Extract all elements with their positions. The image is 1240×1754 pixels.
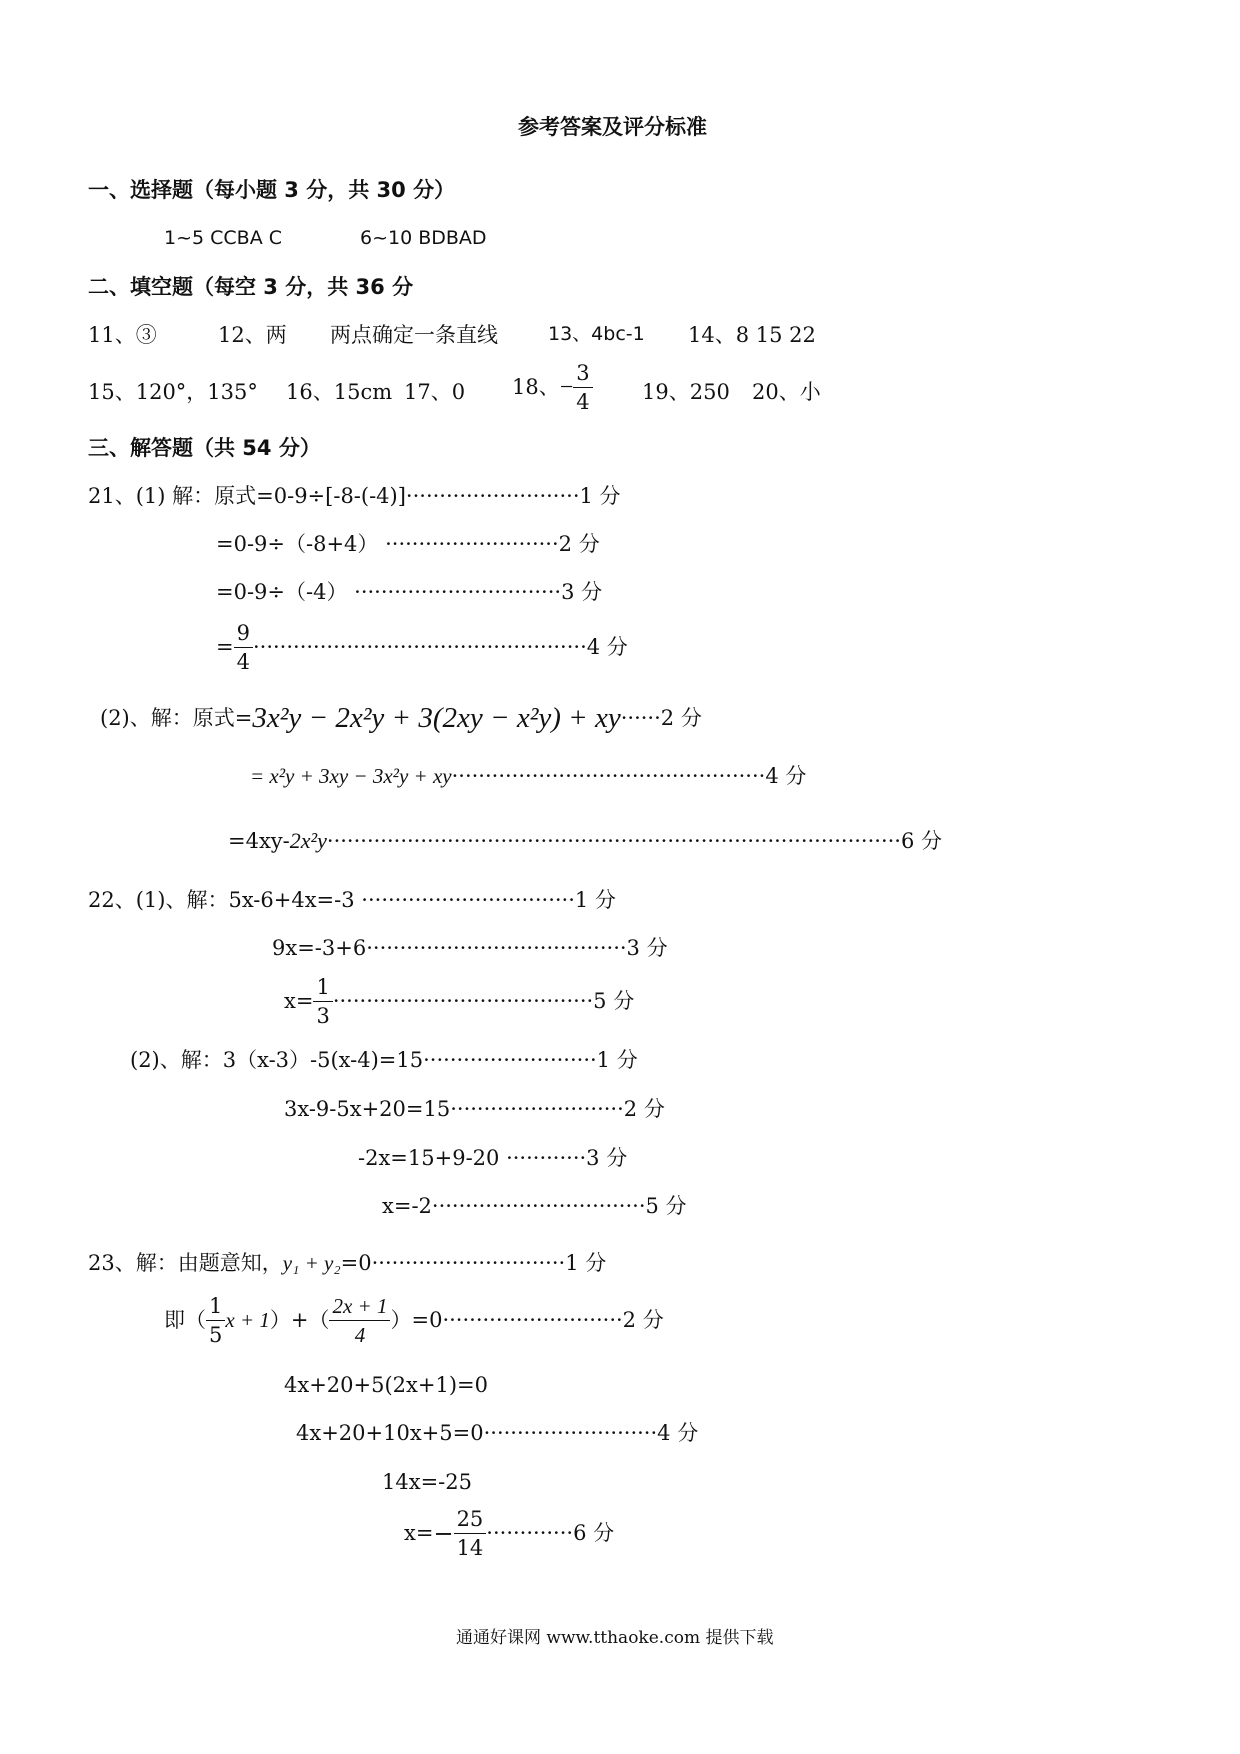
- q22-p1-line1: 22、(1)、解：5x-6+4x=-3 ································1 分: [88, 888, 616, 912]
- q21-p1-line4: [216, 622, 628, 673]
- answer-20: 20、小: [752, 380, 821, 404]
- q23-prefix: 即（: [164, 1308, 206, 1333]
- score-dots: ······2 分: [620, 706, 702, 730]
- answer-16: 16、15cm: [286, 380, 393, 404]
- fraction-denominator: 4: [354, 1323, 366, 1348]
- page-footer: 通通好课网 www.tthaoke.com 提供下载: [456, 1628, 774, 1648]
- answer-15: 15、120°，135°: [88, 380, 258, 404]
- answer-17: 17、0: [404, 380, 466, 404]
- q23-term: x + 1: [225, 1308, 270, 1333]
- q23-line6: [404, 1508, 614, 1559]
- q23-line2: [164, 1295, 664, 1346]
- q21-p1-line3: =0-9÷（-4） ·······························3 分: [216, 580, 603, 604]
- fraction-denominator: 4: [576, 390, 590, 415]
- equals-sign: =: [216, 635, 234, 660]
- answer-14: 14、8 15 22: [688, 323, 816, 347]
- q23-expression: y₁ + y₂: [282, 1251, 341, 1275]
- document-title: 参考答案及评分标准: [518, 115, 707, 139]
- q21-p1-line1: 21、(1) 解：原式=0-9÷[-8-(-4)]··························1 分: [88, 484, 621, 508]
- q23-suffix: ）=0···························2 分: [390, 1308, 664, 1333]
- q22-p1-line2: 9x=-3+6·······································3 分: [272, 936, 668, 960]
- section2-heading: 二、填空题（每空 3 分，共 36 分: [88, 275, 414, 299]
- section1-heading: 一、选择题（每小题 3 分，共 30 分）: [88, 178, 456, 202]
- q21-fraction: [234, 622, 253, 673]
- fraction-numerator: 2x + 1: [329, 1295, 390, 1321]
- score-dots: ·······································5 分: [332, 989, 635, 1014]
- answer-12b: 两点确定一条直线: [330, 323, 498, 347]
- q21-p2-expression2: = x²y + 3xy − 3x²y + xy: [250, 764, 452, 788]
- q23-line3: 4x+20+5(2x+1)=0: [284, 1373, 488, 1397]
- q21-p2-line3: [228, 830, 942, 852]
- q22-p2-line2: 3x-9-5x+20=15··························2 分: [284, 1097, 665, 1121]
- q22-p2-line3: -2x=15+9-20 ············3 分: [358, 1146, 628, 1170]
- q21-p2-expression3: 2x²y: [289, 828, 327, 853]
- q21-p2-line2: [250, 766, 806, 787]
- q23-line1: [88, 1253, 606, 1274]
- q23-rest: =0·····························1 分: [340, 1251, 607, 1275]
- q22-p1-line3: [284, 976, 634, 1027]
- answer-18-label: 18、: [512, 375, 560, 400]
- answer-12a: 12、两: [218, 323, 287, 347]
- q21-p2-line1: [100, 704, 702, 733]
- fraction-numerator: 1: [206, 1295, 225, 1321]
- q21-p1-line2: =0-9÷（-8+4） ··························2 分: [216, 532, 600, 556]
- score-dots: ·············6 分: [486, 1521, 615, 1546]
- answer-19: 19、250: [642, 380, 730, 404]
- q23-fraction2: [329, 1295, 390, 1346]
- score-dots: ··················································4 分: [252, 635, 628, 660]
- q22-p2-line4: x=-2································5 分: [382, 1194, 687, 1218]
- q23-line4: 4x+20+10x+5=0··························4 分: [296, 1421, 699, 1445]
- minus-sign: −: [433, 1519, 454, 1548]
- answer-11: 11、③: [88, 323, 157, 347]
- q21-p2-expression: 3x²y − 2x²y + 3(2xy − x²y) + xy: [252, 702, 621, 734]
- mc-answers-6-10: 6~10 BDBAD: [360, 227, 487, 249]
- section3-heading: 三、解答题（共 54 分）: [88, 436, 321, 460]
- fraction-denominator: 14: [456, 1536, 484, 1561]
- q22-p2-line1: (2)、解：3（x-3）-5(x-4)=15··························1 分: [130, 1048, 638, 1072]
- fraction-denominator: 5: [209, 1323, 223, 1348]
- x-equals: x=: [284, 989, 314, 1014]
- score-dots: ······················································································6 分: [326, 829, 943, 853]
- x-equals: x=: [404, 1521, 434, 1546]
- mc-answers-1-5: 1~5 CCBA C: [164, 227, 283, 249]
- q23-result-fraction: [454, 1508, 487, 1559]
- fraction-numerator: 3: [573, 362, 592, 388]
- answer-18-sign: −: [559, 374, 574, 401]
- fraction-denominator: 4: [236, 650, 250, 675]
- q21-p2-prefix: =4xy-: [228, 829, 290, 853]
- fraction-numerator: 9: [234, 622, 253, 648]
- q23-line5: 14x=-25: [382, 1470, 472, 1494]
- q23-mid: ）+（: [269, 1308, 330, 1333]
- fraction-numerator: 25: [454, 1508, 487, 1534]
- score-dots: ···············································4 分: [451, 764, 807, 788]
- q23-label: 23、解：由题意知，: [88, 1251, 283, 1275]
- q22-fraction: [313, 976, 332, 1027]
- answer-18: [512, 362, 593, 413]
- q21-p2-label: (2)、解：原式=: [100, 706, 253, 730]
- answer-18-fraction: [573, 362, 592, 413]
- fraction-numerator: 1: [313, 976, 332, 1002]
- answer-13: 13、4bc-1: [548, 323, 645, 345]
- q23-fraction1: [206, 1295, 225, 1346]
- fraction-denominator: 3: [316, 1004, 330, 1029]
